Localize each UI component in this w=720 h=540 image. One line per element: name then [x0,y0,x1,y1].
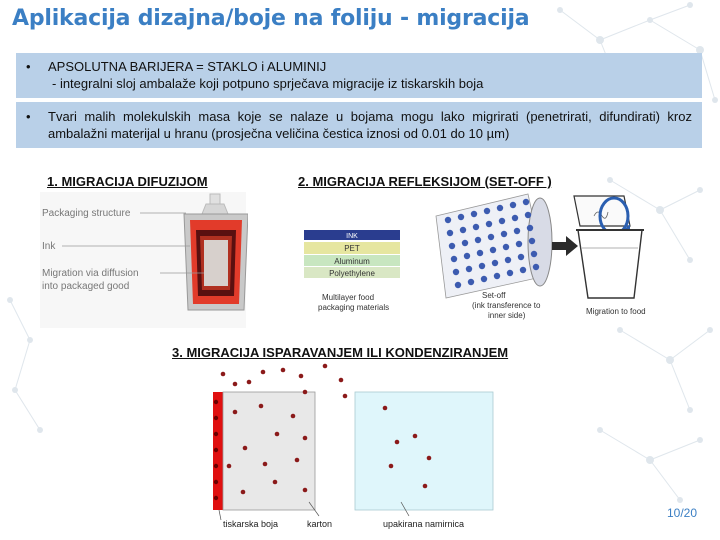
layer-polyethylene: Polyethylene [329,269,375,278]
label-migration-diffusion-2: into packaged good [42,281,130,292]
ink-particle [214,432,218,436]
bullet-marker: • [26,109,31,124]
setoff-particle [462,240,468,246]
bullet-box-migration [16,102,702,148]
heading-evaporation: 3. MIGRACIJA ISPARAVANJEM ILI KONDENZIRANJEM [172,345,509,360]
setoff-particle [453,269,459,275]
setoff-particle [523,199,529,205]
migrating-particle [423,484,428,489]
page-number: 10/20 [667,506,698,520]
cup-illustration [574,196,644,298]
layers-stack [304,230,400,278]
setoff-particle [449,243,455,249]
migrating-particle [339,378,344,383]
setoff-particle [501,231,507,237]
migrating-particle [241,490,246,495]
setoff-particle [527,225,533,231]
migrating-particle [295,458,300,463]
migrating-particle [413,434,418,439]
label-packaging-structure: Packaging structure [42,208,131,219]
setoff-particle [458,214,464,220]
setoff-particle [473,224,479,230]
migrating-particle [227,464,232,469]
label-migration-diffusion-1: Migration via diffusion [42,268,139,279]
caption-setoff-1: Set-off [482,291,506,300]
setoff-diagram [296,186,712,320]
setoff-particle [447,230,453,236]
setoff-particle [503,244,509,250]
bullet-text-migration: Tvari malih molekulskih masa koje se nalaze u bojama mogu lako migrirati (penetrirati, difundirati) kroz ambalažni materijal u hranu (prosječna veličina čestica iznosi od 0.01 do 10 µm) [48,109,692,141]
setoff-particle [468,279,474,285]
ink-particle [214,448,218,452]
setoff-particle [510,202,516,208]
migrating-particle [233,410,238,415]
setoff-particle [516,241,522,247]
migrating-particle [303,390,308,395]
migrating-particle [247,380,252,385]
ink-particle [214,496,218,500]
label-carton: karton [307,519,333,529]
caption-multilayer-2: packaging materials [318,303,390,312]
label-food: upakirana namirnica [383,519,465,529]
evaporation-diagram [205,362,505,534]
migrating-particle [383,406,388,411]
setoff-particle [490,247,496,253]
migrating-particle [273,480,278,485]
migrating-particle [303,436,308,441]
migrating-particle [259,404,264,409]
slide-title: Aplikacija dizajna/boje na foliju - migracija [12,6,530,31]
setoff-particle [481,276,487,282]
setoff-particle [488,234,494,240]
setoff-particle [484,208,490,214]
ink-particle [214,464,218,468]
setoff-particle [520,267,526,273]
heading-diffusion: 1. MIGRACIJA DIFUZIJOM [47,174,208,189]
setoff-particle [499,218,505,224]
setoff-particle [460,227,466,233]
migrating-particle [323,364,328,369]
migrating-particle [263,462,268,467]
roll-illustration [436,194,552,298]
setoff-particle [514,228,520,234]
migrating-particle [395,440,400,445]
arrow-icon [552,236,578,256]
setoff-particle [507,270,513,276]
setoff-particle [505,257,511,263]
caption-migration-food: Migration to food [586,307,646,316]
setoff-particle [475,237,481,243]
migrating-particle [291,414,296,419]
setoff-particle [529,238,535,244]
layer-aluminum: Aluminum [334,257,370,266]
bullet-marker: • [26,59,31,74]
ink-particle [214,400,218,404]
setoff-particle [531,251,537,257]
setoff-particle [494,273,500,279]
caption-setoff-3: inner side) [488,311,526,320]
label-ink: Ink [42,241,56,252]
setoff-particle [518,254,524,260]
setoff-particle [479,263,485,269]
migrating-particle [233,382,238,387]
carton-box [223,392,315,510]
migrating-particle [427,456,432,461]
caption-setoff-2: (ink transference to [472,301,541,310]
heading-setoff: 2. MIGRACIJA REFLEKSIJOM (SET-OFF ) [298,174,552,189]
label-ink-layer: tiskarska boja [223,519,279,529]
ink-particle [214,480,218,484]
migrating-particle [303,488,308,493]
migrating-particle [275,432,280,437]
migrating-particle [281,368,286,373]
diffusion-diagram [38,190,248,330]
setoff-particle [445,217,451,223]
setoff-particle [497,205,503,211]
setoff-particle [477,250,483,256]
migrating-particle [243,446,248,451]
setoff-particle [471,211,477,217]
setoff-particle [464,253,470,259]
bullet-box-barrier [16,53,702,98]
setoff-particle [455,282,461,288]
setoff-particle [533,264,539,270]
bullet-subtext-barrier: - integralni sloj ambalaže koji potpuno sprječava migracije iz tiskarskih boja [52,76,484,91]
setoff-particle [492,260,498,266]
setoff-particle [451,256,457,262]
migrating-particle [221,372,226,377]
setoff-particle [512,215,518,221]
setoff-particle [486,221,492,227]
migrating-particle [261,370,266,375]
setoff-particle [525,212,531,218]
layer-pet: PET [344,244,360,253]
migrating-particle [299,374,304,379]
layer-ink: INK [346,233,358,240]
caption-multilayer-1: Multilayer food [322,293,375,302]
ink-particle [214,416,218,420]
bullet-text-barrier: APSOLUTNA BARIJERA = STAKLO i ALUMINIJ [48,59,327,74]
food-box [355,392,493,510]
migrating-particle [343,394,348,399]
migrating-particle [389,464,394,469]
setoff-particle [466,266,472,272]
